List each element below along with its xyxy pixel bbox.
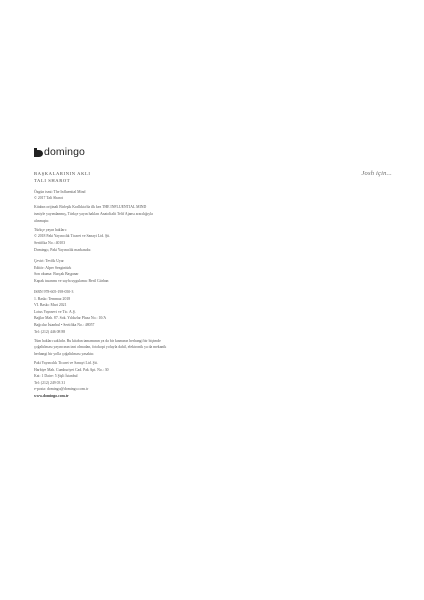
author-name: TALI SHAROT [34, 178, 71, 183]
printer-name: Lotus Yayınevi ve Tic. A.Ş. [34, 309, 76, 314]
publisher-phone: Tel: (212) 249 03 31 [34, 380, 66, 385]
credit-editor: Editör: Alper Sezgintürk [34, 265, 72, 270]
publisher-logo [34, 147, 85, 157]
edition-first: 1. Baskı: Temmuz 2018 [34, 296, 71, 301]
publisher-address: Kat: 1 Daire: 5 Şişli İstanbul [34, 374, 78, 379]
logo-text: domingo [44, 146, 85, 158]
rights-line: Domingo, Paki Yayıncılık markasıdır. [34, 247, 92, 252]
contract-line: alınmıştır. [34, 218, 50, 223]
publisher-email: e-posta: domingo@domingo.com.tr [34, 387, 89, 392]
legal-line: Tüm hakları saklıdır. Bu kitabın tamamının ya da bir kısmının herhangi bir biçimde [34, 338, 161, 343]
rights-line: Türkçe yayın hakları: [34, 227, 67, 232]
credit-designer: Kapak tasarımı ve sayfa uygulama: Beril Gürhan [34, 278, 109, 283]
credit-translator: Çeviri: Tevfik Uyar [34, 258, 64, 263]
edition-current: VI. Baskı: Mart 2021 [34, 303, 67, 308]
book-title: BAŞKALARININ AKLI [34, 171, 91, 176]
rights-line: © 2018 Paki Yayıncılık Ticaret ve Sanayi Ltd. Şti. [34, 234, 111, 239]
original-title: Özgün ismi: The Influential Mind [34, 189, 86, 194]
copyright-column [34, 170, 234, 400]
logo-d-icon [34, 148, 43, 157]
publisher-name: Paki Yayıncılık Ticaret ve Sanayi Ltd. Şti. [34, 361, 98, 366]
isbn: ISBN 978-605-198-050-3 [34, 290, 74, 295]
contract-line: Kitabın orijinali Birleşik Krallıkta'da ilk kez THE INFLUENTIAL MIND [34, 205, 147, 210]
dedication: Josh için... [361, 170, 392, 177]
publisher-website[interactable]: www.domingo.com.tr [34, 394, 69, 399]
credit-proofreader: Son okuma: Burçak Başpınar [34, 272, 79, 277]
printer-phone: Tel: (212) 446 08 88 [34, 329, 66, 334]
legal-line: çoğaltılması yayıncının izni olmadan, fotokopi yoluyla dahil, elektronik ya da mekanik [34, 345, 167, 350]
printer-address: Bağlar Mah. 87. Sok. Yıldızlar Plaza No.: 10/A [34, 316, 107, 321]
original-copyright: © 2017 Tali Sharot [34, 196, 64, 201]
printer-address: Bağcılar İstanbul • Sertifika No.: 48057 [34, 323, 95, 328]
contract-line: ismiyle yayımlanmış, Türkçe yayın hakları Anatolialit Telif Ajansı aracılığıyla [34, 212, 153, 217]
rights-line: Sertifika No.: 40103 [34, 240, 66, 245]
publisher-address: Harbiye Mah. Cumhuriyet Cad. Pak Apt. No.: 30 [34, 367, 109, 372]
legal-line: herhangi bir yolla çoğaltılması yasaktır. [34, 351, 95, 356]
